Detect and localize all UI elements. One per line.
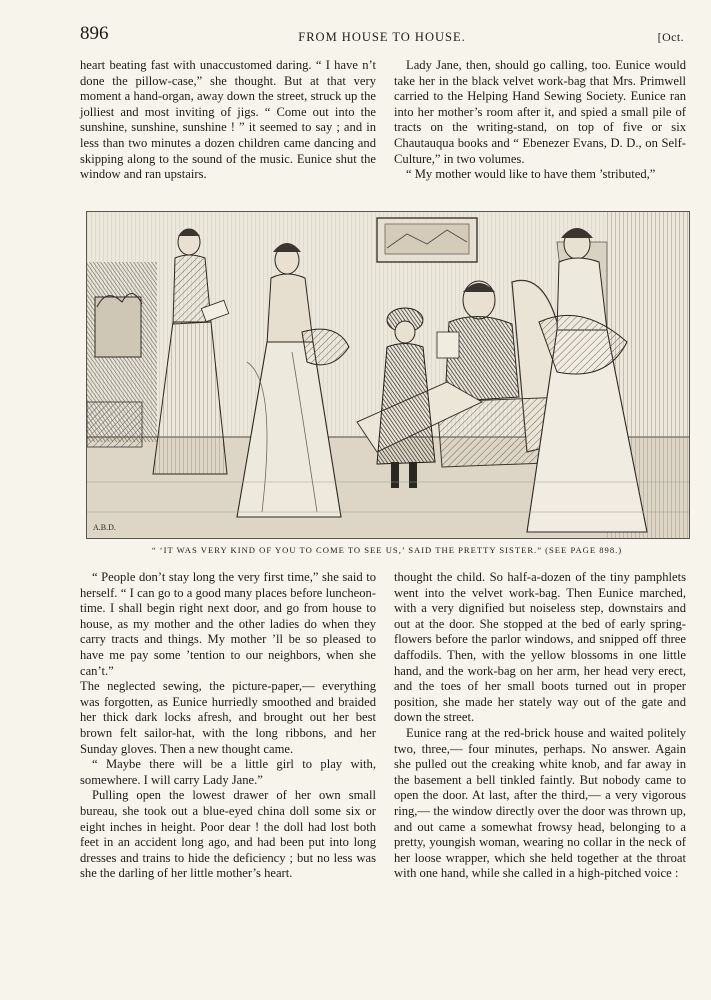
month-label: [Oct. (657, 30, 684, 44)
top-left-column (80, 58, 376, 183)
illustration (86, 211, 690, 539)
top-right-column (394, 58, 686, 183)
page-header (80, 23, 684, 52)
paragraph: Pulling open the lowest drawer of her own small bureau, she took out a blue-eyed china doll some six or eight inches in height. Poor dear ! the doll had lost both feet in an accident long ago, and had been put into long dresses and trains to hide the deficiency ; but no less was she the darling of her little mother’s heart. (80, 788, 376, 881)
paragraph: Lady Jane, then, should go calling, too. Eunice would take her in the black velvet work-bag that Mrs. Primwell carried to the Helping Hand Sewing Society. Eunice ran into her mother’s room after it, and spied a small pile of tracts on the writing-stand, on top of five or six Chautauqua books and “ Ebenezer Evans, D. D., on Self-Culture,” in two volumes. (394, 58, 686, 166)
paragraph: heart beating fast with unaccustomed daring. “ I have n’t done the pillow-case,” she thought. But at that very moment a hand-organ, away down the street, struck up the jolliest and most inviting of jigs. “ Come out into the sunshine, sunshine, sunshine ! ” it seemed to say ; and in less than two minutes a dozen children came dancing and skipping along to the sound of the music. Eunice shut the window and ran upstairs. (80, 58, 376, 182)
paragraph: “ Maybe there will be a little girl to play with, somewhere. I will carry Lady Jane.” (80, 757, 376, 787)
running-title: FROM HOUSE TO HOUSE. (298, 30, 466, 44)
paragraph: “ My mother would like to have them ’stributed,” (406, 167, 656, 182)
paragraph: “ People don’t stay long the very first time,” she said to herself. “ I can go to a good many places before luncheon-time. I shall begin right next door, and go from house to house, as my mother and the other ladies do when they carry tracts and things. My mother ’ll be so pleased to have me pay some ’tention to our neighbors, when she can’t.” (80, 570, 376, 678)
artist-initials: A.B.D. (93, 523, 116, 532)
paragraph: Eunice rang at the red-brick house and waited politely two, three,— four minutes, perhaps. No answer. Again she pulled out the creaking white knob, and far away in the basement a bell tinkled faintly. But nobody came to open the door. At last, after the third,— a very vigorous ring,— the window directly over the door was thrown up, and out came a somewhat frowsy head, belonging to a pretty, youngish woman, wearing no collar in the neck of her loose wrapper, which she held together at the throat with one hand, while she called in a high-pitched voice : (394, 725, 686, 881)
bottom-right-column (394, 570, 686, 882)
illustration-drawing (87, 212, 689, 538)
paragraph: The neglected sewing, the picture-paper,— everything was forgotten, as Eunice hurriedly smoothed and braided her thick dark locks afresh, and brought out her best brown felt sailor-hat, with the long ribbons, and her Sunday gloves. Then a new thought came. (80, 679, 376, 756)
illustration-caption: “ ‘IT WAS VERY KIND OF YOU TO COME TO SEE US,’ SAID THE PRETTY SISTER.” (SEE PAGE 898.) (151, 545, 623, 555)
page-number: 896 (80, 23, 109, 44)
paragraph: thought the child. So half-a-dozen of the tiny pamphlets went into the velvet work-bag. Then Eunice marched, with a very dignified but noiseless step, downstairs and out at the door. She stopped at the bed of early spring-flowers before the parlor windows, and snipped off three daffodils. Then, with the yellow blossoms in one little hand, and the work-bag on her arm, her head very erect, and the toes of her small boots turned out in proper position, she made her stately way out of the gate and down the street. (394, 570, 686, 725)
bottom-left-column (80, 570, 376, 882)
